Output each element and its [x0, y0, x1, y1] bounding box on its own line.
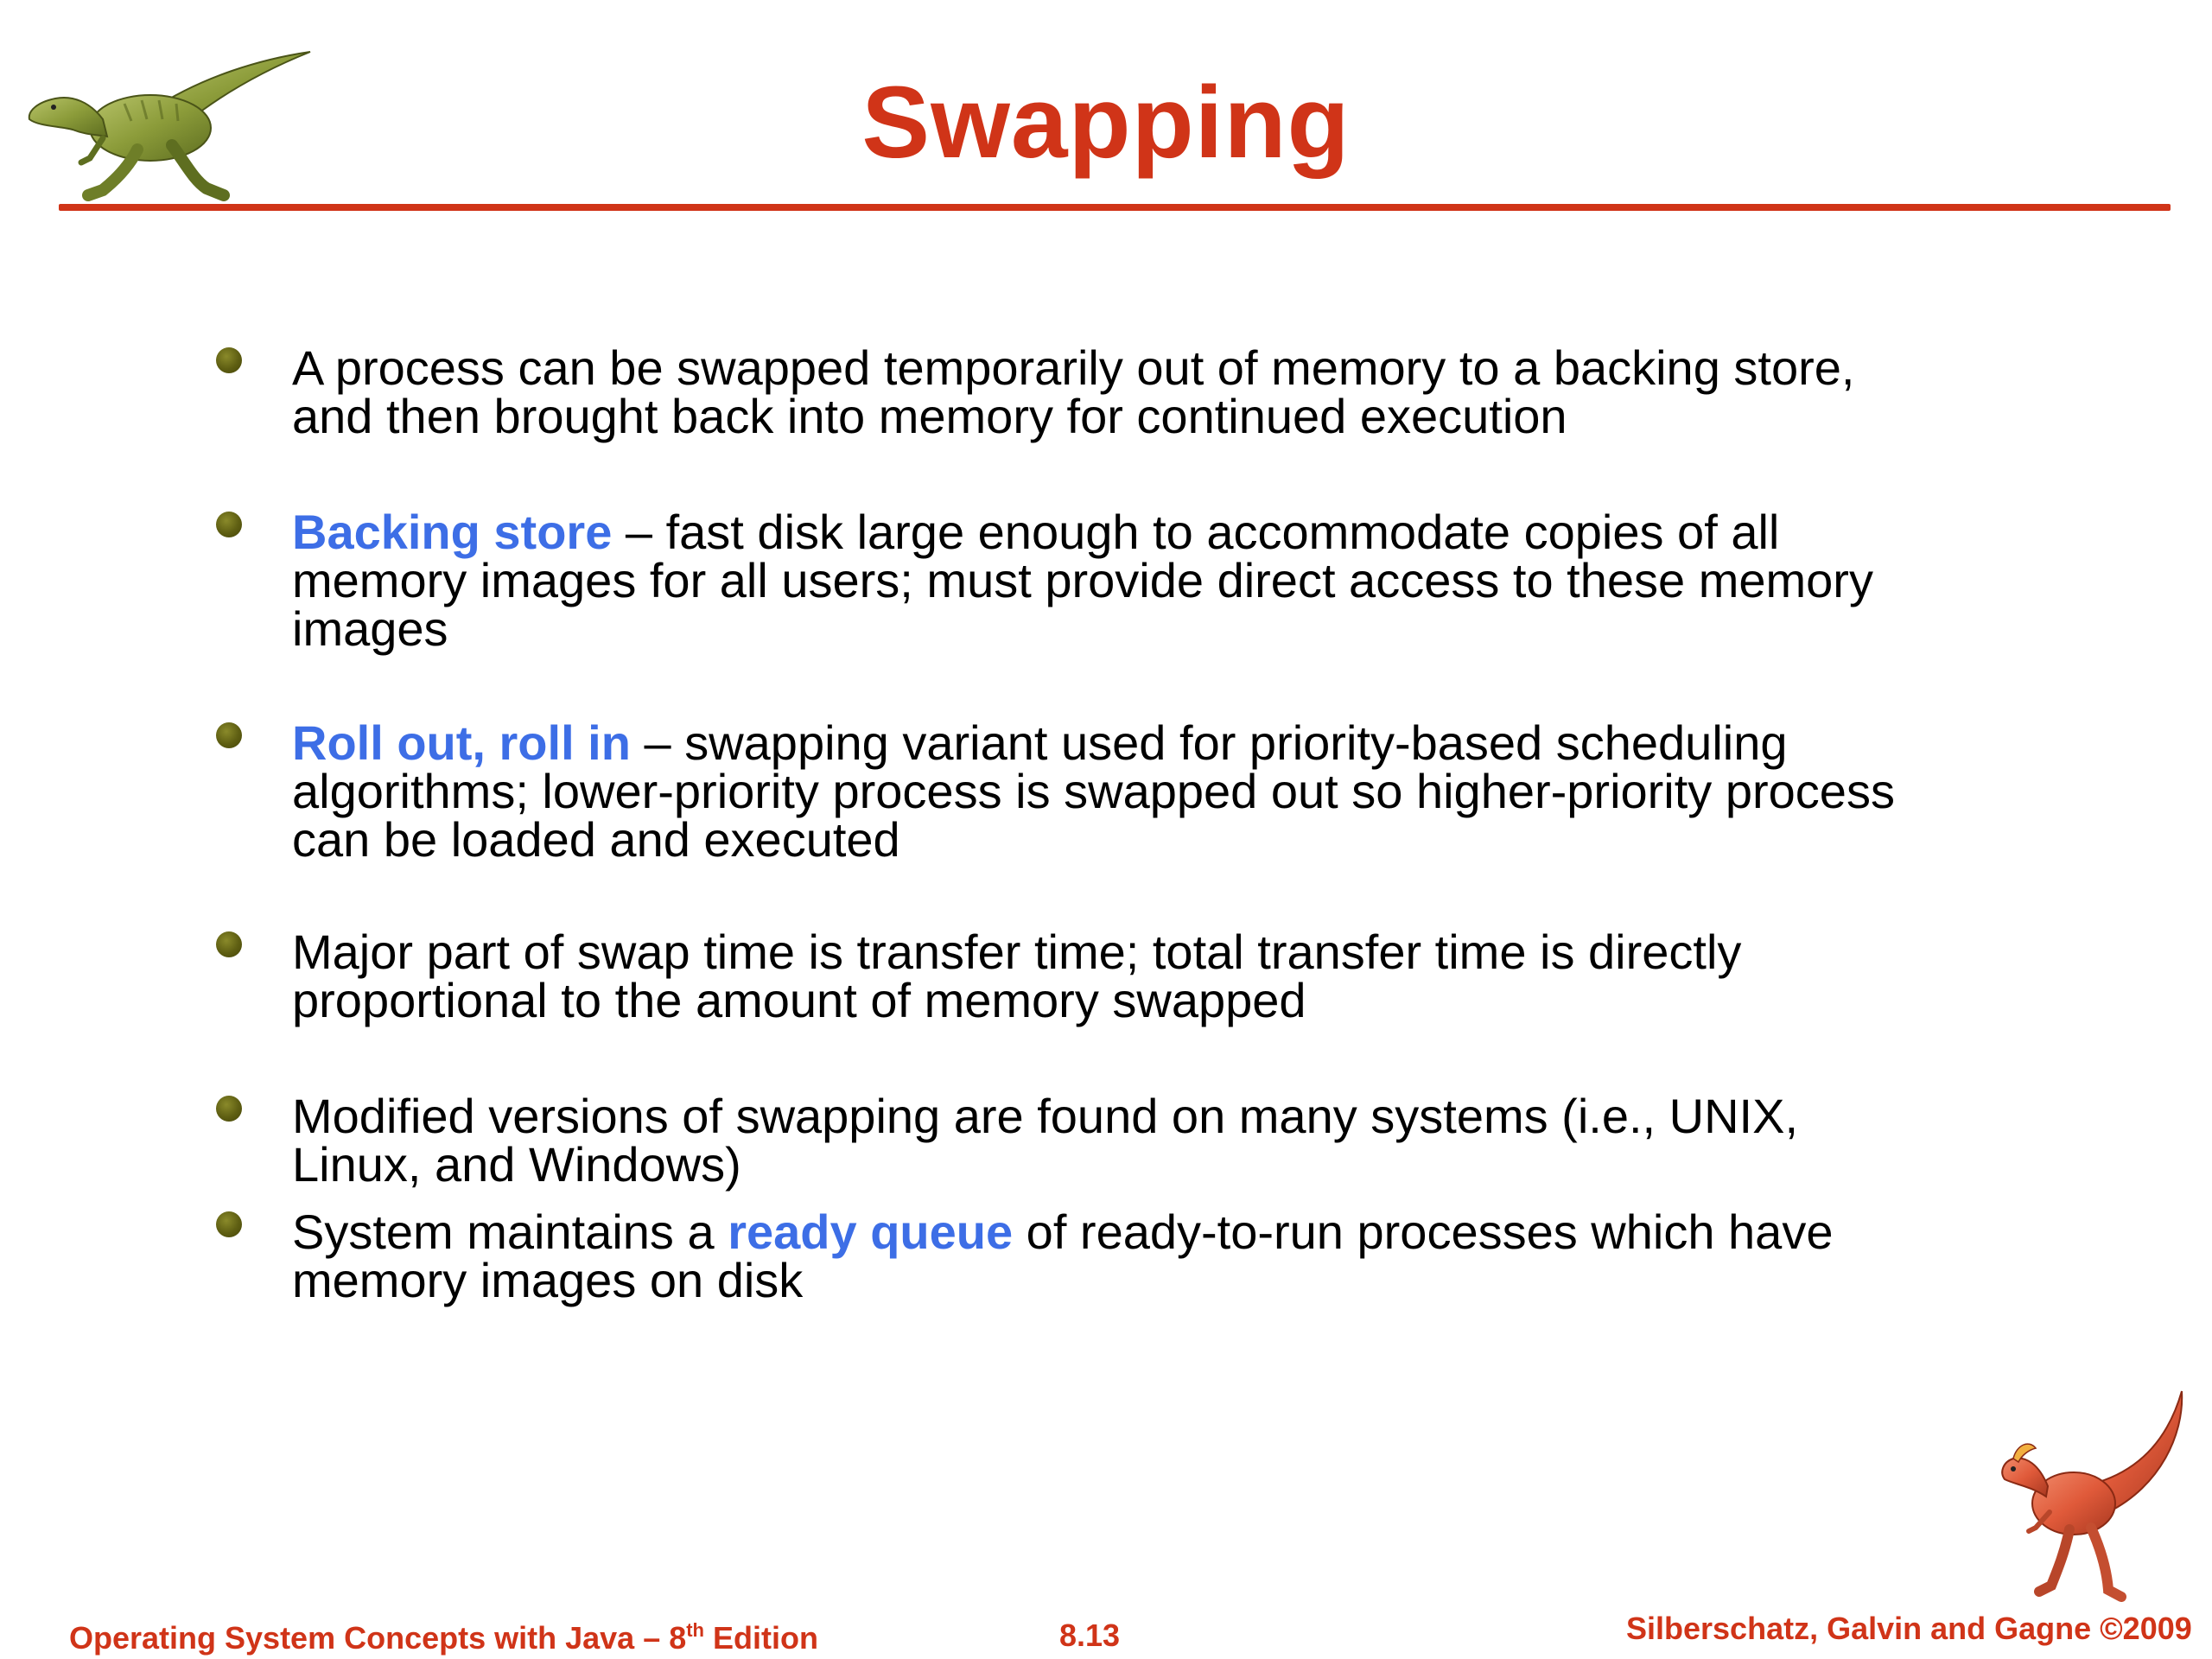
bullet-dot: [216, 347, 242, 373]
term-roll-out-roll-in: Roll out, roll in: [292, 715, 631, 770]
bullet-line: A process can be swapped temporarily out of memory to a backing store,: [292, 340, 1855, 395]
bullet-dot: [216, 1096, 242, 1122]
bullet-item: [292, 715, 1968, 867]
footer-authors: Silberschatz, Galvin and Gagne ©2009: [1626, 1611, 2192, 1646]
bullet-line-rest: – swapping variant used for priority-based scheduling: [630, 715, 1788, 770]
footer-book-title: [69, 1619, 818, 1656]
footer-edition-word: Edition: [704, 1620, 818, 1656]
bullet-item: [292, 925, 1968, 1027]
bullet-line: Major part of swap time is transfer time; total transfer time is directly: [292, 925, 1742, 979]
footer-edition-sup: th: [686, 1619, 704, 1641]
bullet-line: [292, 505, 1968, 559]
bullet-item: [292, 340, 1968, 443]
bullet-line: can be loaded and executed: [292, 812, 900, 867]
bullet-line: algorithms; lower-priority process is swapped out so higher-priority process: [292, 764, 1895, 818]
bullet-line-pre: System maintains a: [292, 1205, 728, 1259]
bullet-line-post: of ready-to-run processes which have: [1013, 1205, 1834, 1259]
bullet-line: memory images for all users; must provide direct access to these memory: [292, 553, 1873, 607]
bullet-line: proportional to the amount of memory swapped: [292, 973, 1306, 1027]
term-ready-queue: ready queue: [728, 1205, 1014, 1259]
bullet-line: images: [292, 601, 448, 656]
bullet-dot: [216, 722, 242, 748]
bullet-line: Linux, and Windows): [292, 1137, 741, 1192]
bullet-item: [292, 1205, 1968, 1307]
bullet-item: [292, 1089, 1968, 1192]
bullet-line: [292, 1205, 1968, 1259]
bullet-line: memory images on disk: [292, 1253, 804, 1307]
bullet-line-rest: – fast disk large enough to accommodate copies of all: [612, 505, 1780, 559]
bullet-item: [292, 505, 1968, 656]
footer-page-number: 8.13: [1059, 1618, 1121, 1653]
bullet-dot: [216, 512, 242, 537]
dinosaur-red-icon: [1979, 1382, 2195, 1607]
bullet-dot: [216, 1211, 242, 1237]
footer-book-title-text: Operating System Concepts with Java – 8: [69, 1620, 687, 1656]
bullet-line: [292, 715, 1968, 770]
slide-title: Swapping: [861, 66, 1351, 180]
bullet-line: and then brought back into memory for continued execution: [292, 389, 1567, 443]
term-backing-store: Backing store: [292, 505, 613, 559]
bullet-line: Modified versions of swapping are found on many systems (i.e., UNIX,: [292, 1089, 1798, 1143]
bullet-dot: [216, 931, 242, 957]
